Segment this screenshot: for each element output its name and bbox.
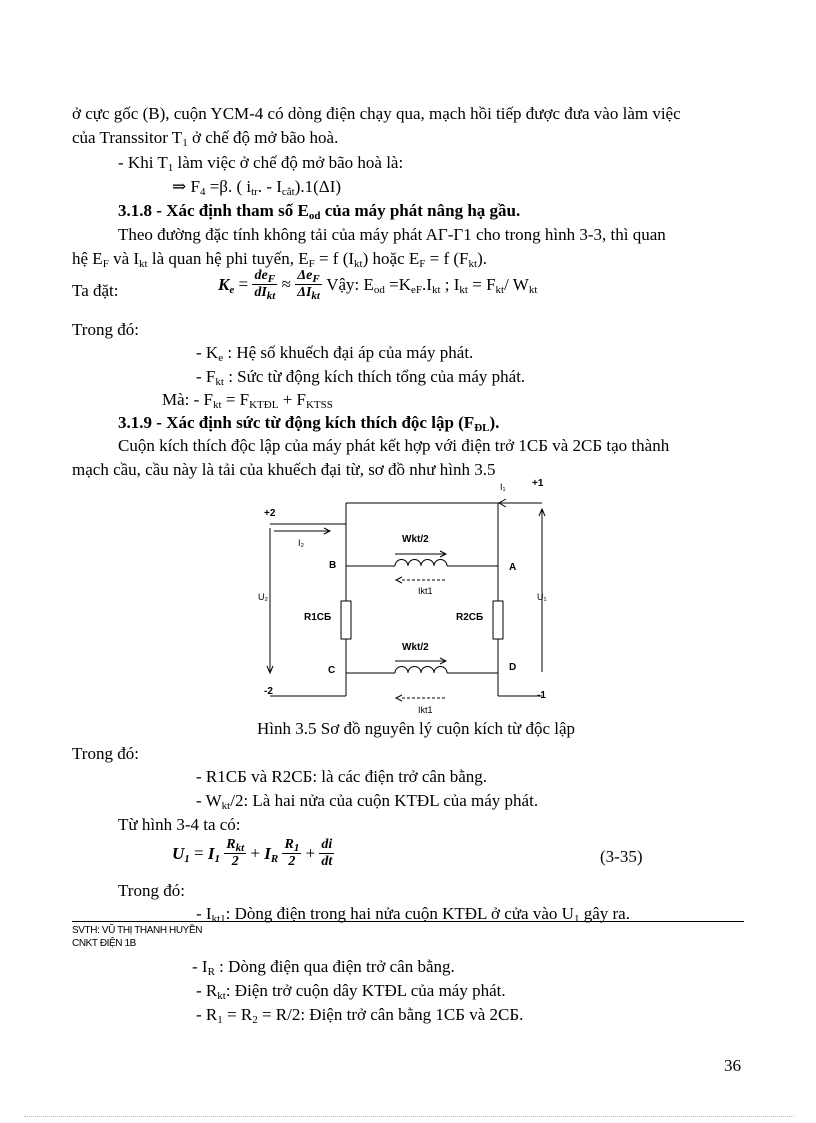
text-line: của Transsitor $T_1$ ở chế độ mở bão hoà. — [72, 128, 339, 149]
page-number: 36 — [724, 1056, 741, 1075]
label-r2: R2CБ — [456, 612, 484, 623]
text-line: Theo đường đặc tính không tải của máy phát AΓ-Γ1 cho trong hình 3-3, thì quan — [118, 225, 666, 244]
resistor-r1 — [341, 601, 351, 639]
label-d: D — [509, 662, 517, 673]
text-line: mạch cầu, cầu này là tải của khuếch đại từ, sơ đồ như hình 3.5 — [72, 460, 496, 479]
text-line: ở cực gốc (B), cuộn YCM-4 có dòng điện chạy qua, mạch hồi tiếp được đưa vào làm việc — [72, 104, 681, 123]
coil-bottom — [395, 667, 447, 674]
resistor-r2 — [493, 601, 503, 639]
text-line: - $I_{kt1}$: Dòng điện trong hai nửa cuộn KTĐL ở cửa vào $U_1$ gây ra. — [196, 904, 630, 925]
text-line: - $W_{kt}/2$: Là hai nửa của cuộn KTĐL của máy phát. — [196, 791, 539, 812]
text-line: hệ $E_F$ và $I_{kt}$ là quan hệ phi tuyến, $E_F = f$ $(I_{kt})$ hoặc $E_F = f$ $(F_{kt})$. — [72, 249, 487, 270]
label-ikt-top: Ikt1 — [418, 586, 433, 596]
label-plus2: +2 — [264, 508, 276, 519]
footer-separator — [72, 921, 744, 922]
label-r1: R1CБ — [304, 612, 332, 623]
figure-caption: Hình 3.5 Sơ đồ nguyên lý cuộn kích từ độc lập — [257, 719, 576, 738]
label-plus1: +1 — [532, 478, 544, 489]
text-line: - Khi $T_1$ làm việc ở chế độ mở bão hoà là: — [118, 153, 404, 174]
ta-dat-label: Ta đặt: — [72, 281, 119, 300]
footer-class: CNKT ĐIỆN 1B — [72, 938, 136, 949]
text-line: - $R_{kt}$: Điện trở cuộn dây KTĐL của máy phát. — [196, 981, 506, 1002]
formula-ke: $K_e$ = $\frac{de_F}{dI_{kt}}$ ≈ $\frac{\Delta e_F}{\Delta I_{kt}}$ Vậy: $E_{od} =K_{eF}.I_{kt}$ ; $I_{kt} = F_{kt}/$ $W_{kt}$ — [218, 268, 538, 302]
page-bottom-border — [24, 1116, 794, 1117]
section-heading-3-1-8: 3.1.8 - Xác định tham số $E_{od}$ của máy phát nâng hạ gầu. — [118, 201, 521, 222]
equation-number: (3-35) — [600, 847, 643, 866]
formula-f4: ⇒ $F_4 =\beta$. ( $i_{tr}$. - $I_{cắt}).1(\Delta I)$ — [172, 177, 342, 198]
label-minus2: -2 — [264, 686, 273, 697]
bridge-circuit-diagram — [250, 476, 570, 716]
label-wkt-top: Wkt/2 — [402, 534, 429, 545]
label-a: A — [509, 562, 517, 573]
label-wkt-bottom: Wkt/2 — [402, 642, 429, 653]
text-line: - $F_{kt}$ : Sức từ động kích thích tổng của máy phát. — [196, 367, 526, 388]
equation-3-35: $U_1 = I_1$ $\frac{R_{kt}}{2}$ + $I_R$ $\frac{R_1}{2}$ + $\frac{di}{dt}$ — [172, 837, 333, 869]
trong-do-label: Trong đó: — [72, 744, 139, 763]
label-u2: U₂ — [258, 592, 268, 602]
text-line: - $R_1 = R_2 = R/2$: Điện trở cân bằng 1CБ và 2CБ. — [196, 1005, 524, 1026]
label-minus1: -1 — [537, 690, 546, 701]
text-line: Cuộn kích thích độc lập của máy phát kết hợp với điện trở 1CБ và 2CБ tạo thành — [118, 436, 670, 455]
trong-do-label: Trong đó: — [118, 881, 185, 900]
text-line: - R1CБ và R2CБ: là các điện trở cân bằng. — [196, 767, 487, 786]
footer-author: SVTH: VŨ THỊ THANH HUYỀN — [72, 925, 203, 936]
text-line: Từ hình 3-4 ta có: — [118, 815, 241, 834]
label-i1: I₁ — [500, 482, 506, 492]
label-u1: U₁ — [537, 592, 547, 602]
label-c: C — [328, 665, 336, 676]
text-line: - $I_R$ : Dòng điện qua điện trở cân bằng. — [192, 957, 455, 978]
label-ikt-bottom: Ikt1 — [418, 705, 433, 715]
section-heading-3-1-9: 3.1.9 - Xác định sức từ động kích thích độc lập $(F_{ĐL})$. — [118, 413, 500, 434]
label-b: B — [329, 560, 337, 571]
coil-top — [395, 560, 447, 567]
trong-do-label: Trong đó: — [72, 320, 139, 339]
label-i2: I₂ — [298, 538, 304, 548]
text-line: - $K_e$ : Hệ số khuếch đại áp của máy phát. — [196, 343, 474, 364]
text-line: Mà: - $F_{kt} = F_{KTĐL} + F_{KTSS}$ — [162, 390, 333, 411]
